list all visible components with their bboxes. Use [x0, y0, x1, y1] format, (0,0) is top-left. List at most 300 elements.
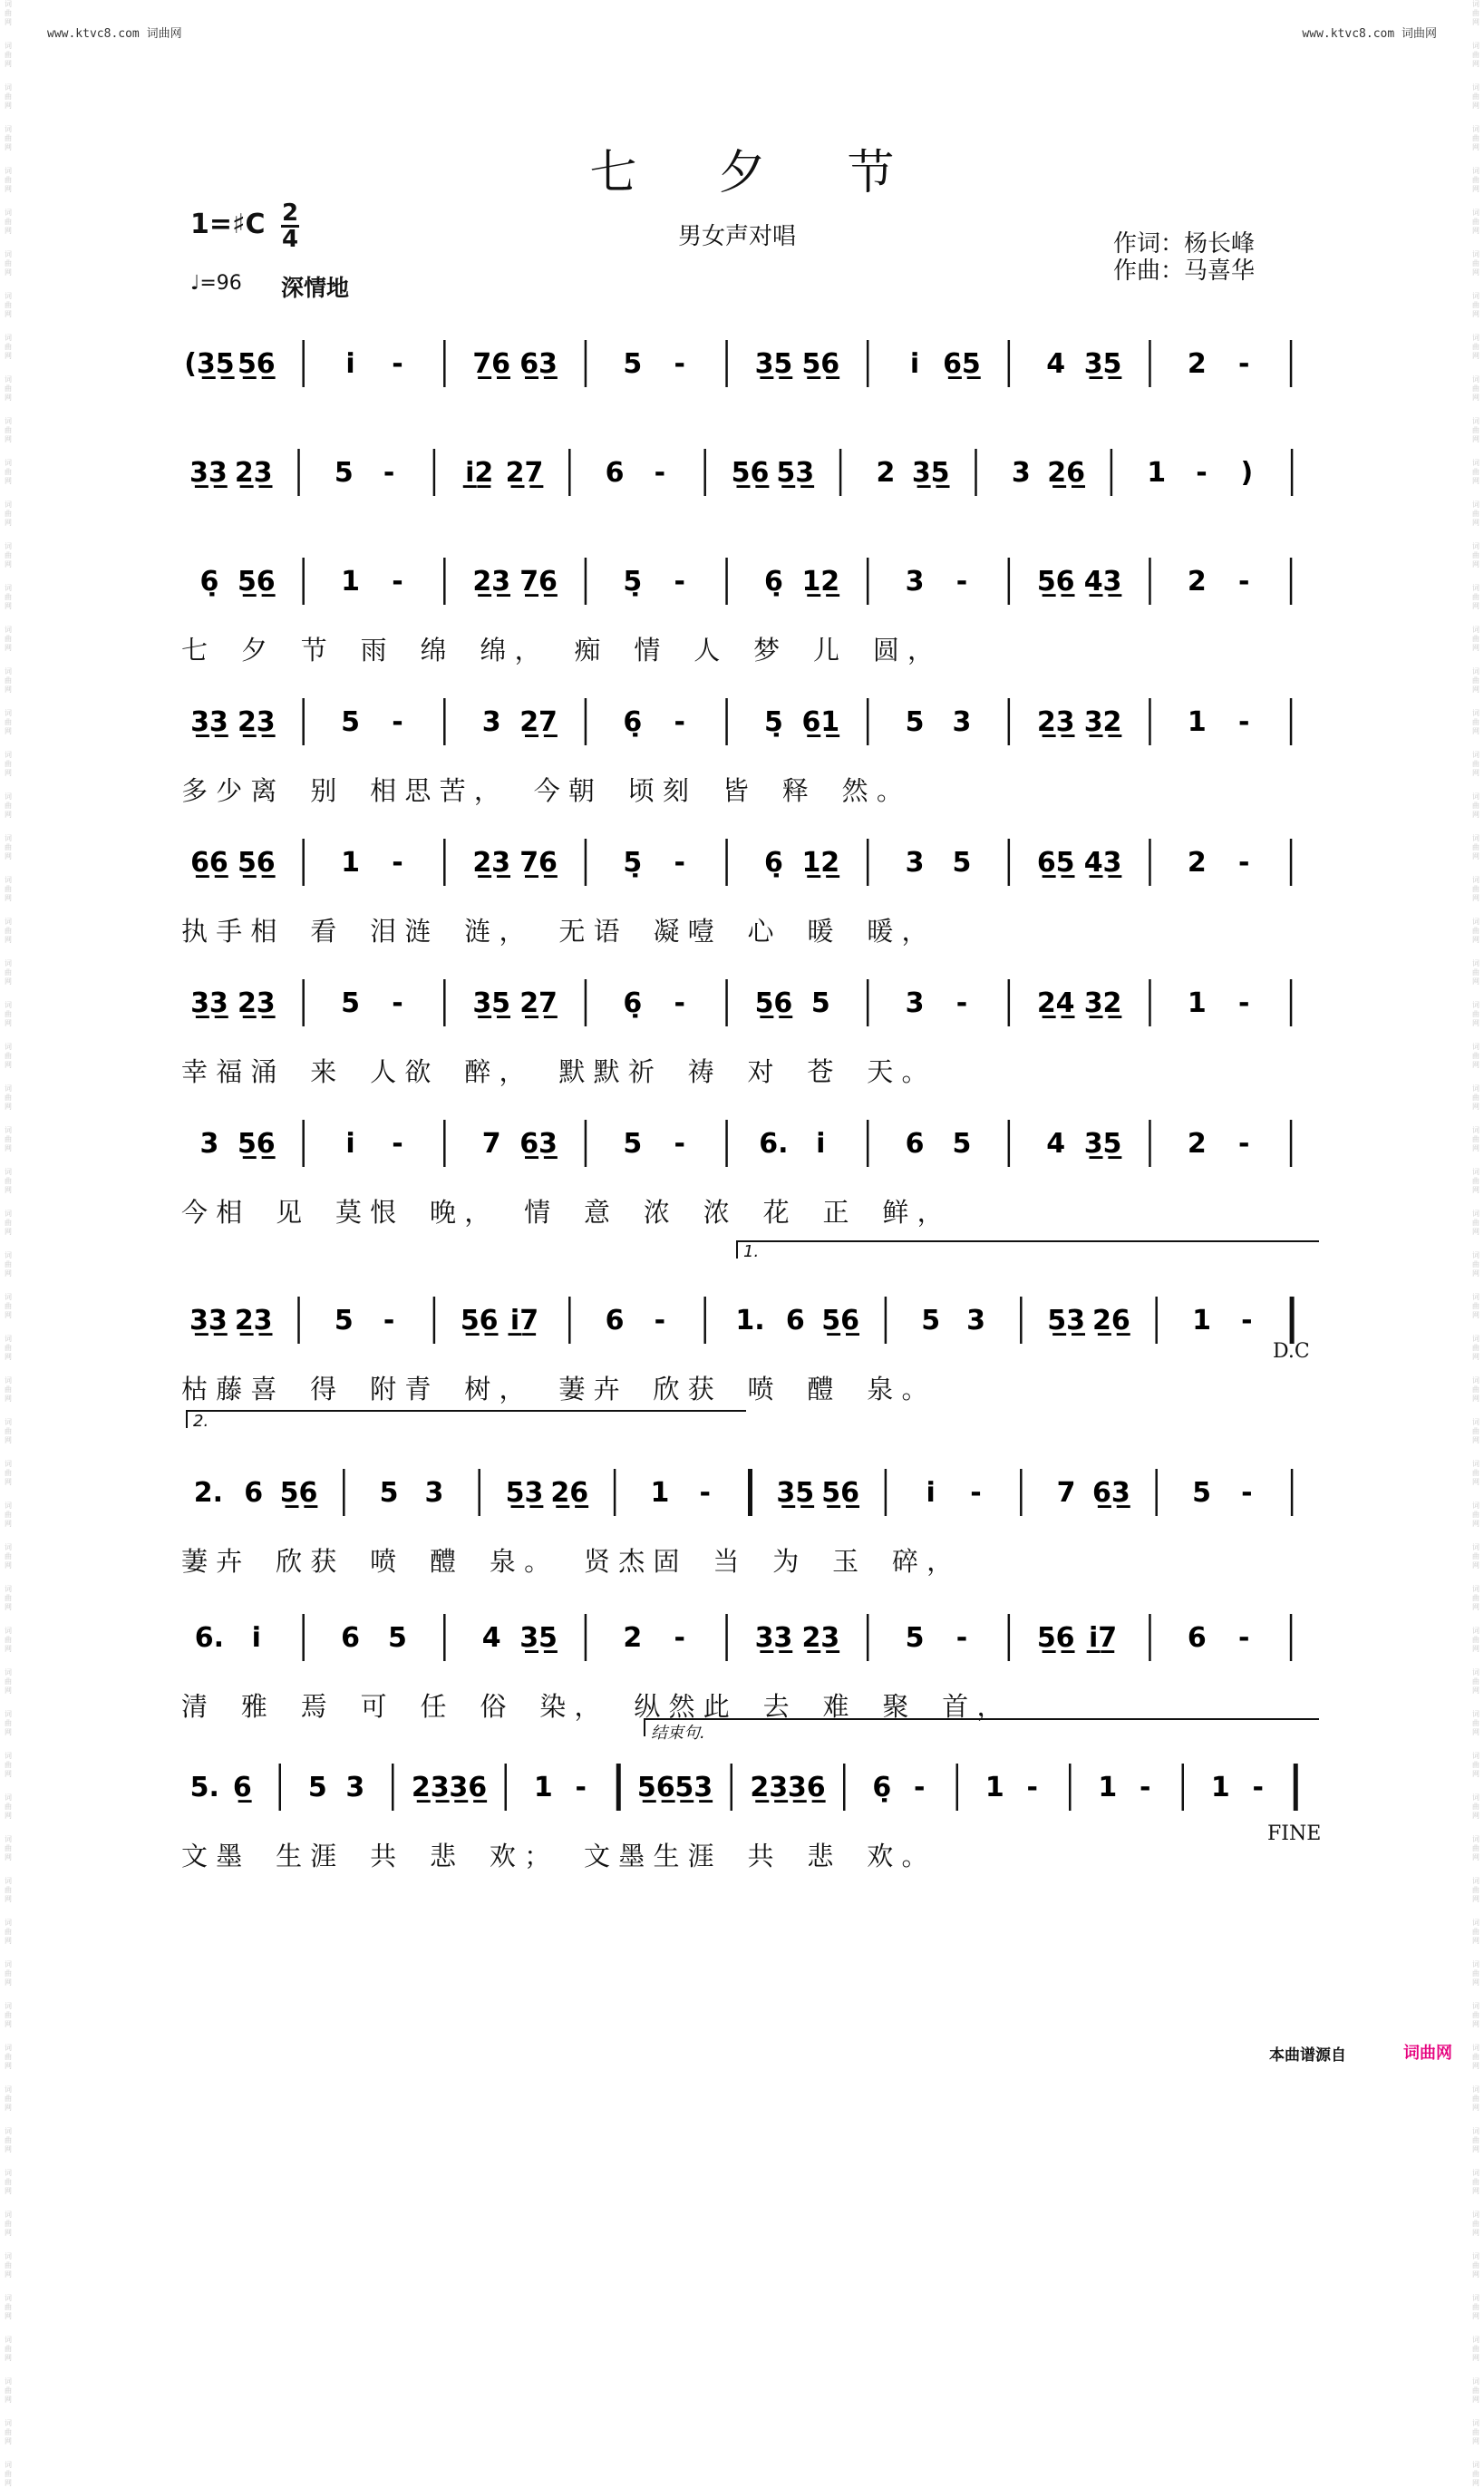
note-token: 5	[341, 987, 360, 1019]
fine-mark: FINE	[1267, 1822, 1322, 1845]
note-token: 3	[424, 1477, 444, 1509]
note-token: 4̲3̲	[1083, 847, 1122, 879]
note-token: -	[383, 1305, 395, 1336]
note-token: 3	[1011, 457, 1031, 489]
note-token: -	[955, 1622, 968, 1654]
note-token: 7̲6̲	[519, 847, 558, 879]
margin-watermark-text: 词曲网	[5, 1335, 12, 1361]
margin-watermark-text: 词曲网	[5, 1210, 12, 1236]
note-token: 2̲6̲	[1092, 1305, 1130, 1336]
note-token: 6̲3̲	[1092, 1477, 1130, 1509]
margin-watermark-text: 词曲网	[1472, 1835, 1479, 1861]
margin-watermark-text: 词曲网	[5, 2169, 12, 2195]
margin-watermark-text: 词曲网	[1472, 709, 1479, 735]
note-token: -	[1237, 847, 1250, 879]
notation-line	[186, 449, 1314, 503]
note-token: 2̲3̲	[801, 1622, 840, 1654]
margin-watermark-text: 词曲网	[5, 125, 12, 151]
volta-bracket-2: 2.	[186, 1410, 746, 1428]
note-token: 3̲3̲	[190, 987, 228, 1019]
margin-watermark-text: 词曲网	[5, 209, 12, 235]
margin-watermark-text: 词曲网	[1472, 792, 1479, 819]
performance-note: 男女声对唱	[678, 223, 797, 250]
note-token: 2̲3̲	[411, 1772, 450, 1803]
note-token: 5̲6̲	[731, 457, 770, 489]
note-token: 1̲2̲	[801, 847, 840, 879]
note-token: -	[1252, 1772, 1264, 1803]
margin-watermark-text: 词曲网	[5, 2252, 12, 2279]
song-title: 七夕节	[589, 146, 976, 200]
note-token: -	[674, 706, 685, 738]
note-token: 5̲3̲	[776, 457, 815, 489]
margin-watermark-text: 词曲网	[1472, 2169, 1479, 2195]
margin-watermark-text: 词曲网	[5, 2336, 12, 2362]
margin-watermark-text: 词曲网	[1472, 1001, 1479, 1027]
margin-watermark-text: 词曲网	[1472, 1877, 1479, 1903]
margin-watermark-text: 词曲网	[1472, 1043, 1479, 1069]
margin-watermark-text: 词曲网	[1472, 334, 1479, 360]
note-token: 2̲3̲	[237, 706, 276, 738]
note-token: 5̲3̲	[1047, 1305, 1085, 1336]
margin-watermark-text: 词曲网	[1472, 542, 1479, 569]
margin-watermark-text: 词曲网	[1472, 1585, 1479, 1611]
note-token: 2̲3̲	[234, 1305, 273, 1336]
note-token: -	[1237, 1622, 1250, 1654]
note-token: 5	[1192, 1477, 1211, 1509]
margin-watermark-text: 词曲网	[1472, 42, 1479, 68]
notation-svg	[186, 1764, 1314, 1827]
note-token: 5̲6̲	[460, 1305, 499, 1336]
note-token: 1	[533, 1772, 553, 1803]
margin-watermark-text: 词曲网	[1472, 1251, 1479, 1278]
note-token: 3̲3̲	[189, 457, 228, 489]
margin-watermark-text: 词曲网	[1472, 1126, 1479, 1152]
note-token: 2̲6̲	[550, 1477, 589, 1509]
note-token: -	[914, 1772, 926, 1803]
note-token: 6̣	[872, 1772, 892, 1803]
note-token: 3	[905, 847, 925, 879]
note-token: 5	[388, 1622, 407, 1654]
note-token: 5̲6̲	[754, 987, 793, 1019]
note-token: -	[1237, 706, 1250, 738]
lyrics-line: 多 少 离 别 相 思 苦 ， 今 朝 顷 刻 皆 释 然 。	[181, 775, 903, 806]
note-token: 6̲	[232, 1772, 252, 1803]
margin-watermark-text: 词曲网	[5, 1168, 12, 1194]
note-token: -	[1026, 1772, 1038, 1803]
note-token: 3	[966, 1305, 985, 1336]
note-token: i̇	[345, 1128, 355, 1160]
note-token: -	[1241, 1477, 1253, 1509]
margin-watermark-text: 词曲网	[5, 1627, 12, 1653]
margin-watermark-text: 词曲网	[5, 542, 12, 569]
note-token: 7̲6̲	[472, 348, 511, 380]
key-signature: 1=♯C	[190, 209, 266, 240]
note-token: 4	[1046, 348, 1066, 380]
notation-svg	[186, 558, 1314, 621]
note-token: 1	[1187, 706, 1207, 738]
note-token: -	[392, 987, 403, 1019]
margin-watermark-text: 词曲网	[1472, 2419, 1479, 2445]
note-token: 3̲2̲	[1083, 706, 1122, 738]
margin-watermark-text: 词曲网	[1472, 2127, 1479, 2153]
margin-watermark-text: 词曲网	[5, 876, 12, 902]
margin-watermark-text: 词曲网	[1472, 584, 1479, 610]
note-token: 3̲5̲	[754, 348, 793, 380]
note-token: -	[392, 706, 403, 738]
note-token: 5̲6̲	[636, 1772, 675, 1803]
note-token: 5	[379, 1477, 399, 1509]
notation-line	[186, 1614, 1314, 1668]
lyrics-line: 今 相 见 莫 恨 晚 ， 情 意 浓 浓 花 正 鲜 ，	[181, 1197, 944, 1228]
note-token: -	[392, 847, 403, 879]
note-token: -	[674, 1622, 685, 1654]
margin-watermark-text: 词曲网	[5, 1668, 12, 1695]
margin-watermark-text: 词曲网	[5, 1752, 12, 1778]
note-token: 6	[244, 1477, 264, 1509]
margin-watermark-text: 词曲网	[1472, 1793, 1479, 1820]
note-token: 2	[623, 1622, 643, 1654]
margin-watermark-text: 词曲网	[5, 2377, 12, 2404]
margin-watermark-text: 词曲网	[1472, 459, 1479, 485]
note-token: )	[1240, 457, 1254, 489]
notation-svg	[186, 340, 1314, 403]
lyricist: 作词：杨长峰	[1113, 230, 1256, 258]
note-token: 1	[341, 847, 360, 879]
margin-watermark-text: 词曲网	[5, 1877, 12, 1903]
note-token: 1	[1187, 987, 1207, 1019]
margin-watermark-text: 词曲网	[5, 167, 12, 193]
note-token: 1	[1192, 1305, 1211, 1336]
margin-watermark-text: 词曲网	[1472, 834, 1479, 860]
margin-watermark-text: 词曲网	[5, 459, 12, 485]
margin-watermark-text: 词曲网	[5, 292, 12, 318]
margin-watermark-text: 词曲网	[1472, 250, 1479, 277]
note-token: 6	[605, 457, 625, 489]
note-token: 3	[905, 987, 925, 1019]
note-token: i̲7̲	[1088, 1622, 1118, 1654]
note-token: 2	[1187, 847, 1207, 879]
note-token: 2̲3̲	[750, 1772, 789, 1803]
margin-watermark-text: 词曲网	[1472, 918, 1479, 944]
note-token: -	[392, 348, 403, 380]
note-token: 3̲6̲	[449, 1772, 488, 1803]
footer-source: 本曲谱源自	[1269, 2046, 1346, 2065]
margin-watermark-text: 词曲网	[5, 751, 12, 777]
note-token: i̇	[816, 1128, 826, 1160]
margin-watermark-text: 词曲网	[5, 375, 12, 402]
margin-watermark-text: 词曲网	[1472, 1376, 1479, 1403]
margin-watermark-text: 词曲网	[1472, 0, 1479, 26]
margin-watermark-text: 词曲网	[1472, 2461, 1479, 2487]
time-sig-top: 2	[281, 199, 299, 227]
margin-watermark-text: 词曲网	[5, 1043, 12, 1069]
margin-watermark-text: 词曲网	[1472, 2252, 1479, 2279]
note-token: 3̲5̲	[519, 1622, 558, 1654]
note-token: 3̲3̲	[754, 1622, 793, 1654]
note-token: 3̲5̲	[1083, 1128, 1122, 1160]
note-token: 5	[905, 706, 925, 738]
margin-watermark-text: 词曲网	[5, 1835, 12, 1861]
note-token: -	[674, 987, 685, 1019]
note-token: i̇	[251, 1622, 261, 1654]
note-token: 5	[341, 706, 360, 738]
ending-bracket: 结束句.	[644, 1718, 1319, 1736]
note-token: 7	[1056, 1477, 1076, 1509]
note-token: 6̣	[764, 566, 783, 598]
note-token: 1̲2̲	[801, 566, 840, 598]
note-token: -	[1241, 1305, 1253, 1336]
note-token: -	[392, 1128, 403, 1160]
notation-svg	[186, 1469, 1314, 1532]
note-token: -	[1237, 987, 1250, 1019]
note-token: 4̲3̲	[1083, 566, 1122, 598]
note-token: 3̲3̲	[190, 706, 228, 738]
note-token: 3̲5̲	[472, 987, 511, 1019]
note-token: 6̲3̲	[519, 348, 558, 380]
margin-watermark-text: 词曲网	[1472, 167, 1479, 193]
margin-watermark-text: 词曲网	[5, 2461, 12, 2487]
note-token: 5	[952, 1128, 972, 1160]
margin-watermark-text: 词曲网	[1472, 2044, 1479, 2070]
note-token: 6̲5̲	[1036, 847, 1075, 879]
note-token: 2̲7̲	[519, 987, 558, 1019]
note-token: 2	[1187, 566, 1207, 598]
note-token: 2̲3̲	[472, 847, 511, 879]
note-token: -	[1237, 1128, 1250, 1160]
note-token: 5̲6̲	[237, 566, 276, 598]
note-token: 4	[1046, 1128, 1066, 1160]
tempo-mark: ♩=96	[190, 272, 242, 295]
lyrics-line: 枯 藤 喜 得 附 青 树 ， 萋 卉 欣 获 喷 醴 泉 。	[181, 1374, 928, 1404]
notation-svg	[186, 1120, 1314, 1183]
margin-watermark-text: 词曲网	[5, 1084, 12, 1111]
note-token: 1	[1147, 457, 1167, 489]
margin-watermark-text: 词曲网	[5, 501, 12, 527]
note-token: 2	[876, 457, 896, 489]
margin-watermark-text: 词曲网	[5, 1460, 12, 1486]
note-token: 5̲6̲	[237, 1128, 276, 1160]
lyrics-line: 七 夕 节 雨 绵 绵 ， 痴 情 人 梦 儿 圆 ，	[181, 635, 935, 666]
margin-watermark-text: 词曲网	[5, 334, 12, 360]
note-token: 3̲2̲	[1083, 987, 1122, 1019]
margin-watermark-text: 词曲网	[5, 2211, 12, 2237]
note-token: 5	[623, 348, 643, 380]
margin-watermark-text: 词曲网	[1472, 1752, 1479, 1778]
footer-site-logo[interactable]: 词曲网	[1403, 2044, 1452, 2063]
note-token: 6	[905, 1128, 925, 1160]
margin-watermark-text: 词曲网	[1472, 83, 1479, 110]
margin-watermark-text: 词曲网	[5, 918, 12, 944]
note-token: 3	[952, 706, 972, 738]
note-token: 5̣	[764, 706, 783, 738]
note-token: 3	[345, 1772, 365, 1803]
note-token: i̇	[926, 1477, 936, 1509]
dc-mark: D.C	[1273, 1340, 1310, 1363]
margin-watermark-text: 词曲网	[5, 792, 12, 819]
margin-watermark-text: 词曲网	[1472, 2002, 1479, 2028]
note-token: 2̲3̲	[472, 566, 511, 598]
lyrics-line: 萋 卉 欣 获 喷 醴 泉 。 贤 杰 固 当 为 玉 碎 ，	[181, 1546, 954, 1577]
note-token: 6̣	[623, 706, 643, 738]
note-token: 6.	[759, 1128, 789, 1160]
note-token: -	[383, 457, 395, 489]
note-token: -	[575, 1772, 587, 1803]
notation-line	[186, 979, 1314, 1034]
note-token: 2̲6̲	[1047, 457, 1085, 489]
note-token: 5̲6̲	[237, 847, 276, 879]
margin-watermark-text: 词曲网	[1472, 2377, 1479, 2404]
header-left-url: www.ktvc8.com 词曲网	[47, 27, 182, 41]
note-token: 1	[1098, 1772, 1118, 1803]
note-token: 5̲6̲	[279, 1477, 318, 1509]
margin-watermark-text: 词曲网	[1472, 1084, 1479, 1111]
note-token: i̲7̲	[509, 1305, 539, 1336]
note-token: 6	[341, 1622, 360, 1654]
margin-watermark-text: 词曲网	[1472, 626, 1479, 652]
note-token: 5	[952, 847, 972, 879]
notation-svg	[186, 1614, 1314, 1677]
notation-line	[186, 839, 1314, 893]
lyrics-line: 文 墨 生 涯 共 悲 欢 ； 文 墨 生 涯 共 悲 欢 。	[181, 1841, 928, 1871]
notation-line	[186, 1469, 1314, 1523]
margin-watermark-text: 词曲网	[1472, 292, 1479, 318]
note-token: 1	[650, 1477, 670, 1509]
note-token: 3	[905, 566, 925, 598]
note-token: 5̣	[623, 847, 643, 879]
note-token: 3̲6̲	[787, 1772, 826, 1803]
margin-watermark-text: 词曲网	[5, 1585, 12, 1611]
margin-watermark-text: 词曲网	[1472, 1919, 1479, 1945]
note-token: 3	[481, 706, 501, 738]
margin-watermark-text: 词曲网	[1472, 1210, 1479, 1236]
margin-watermark-text: 词曲网	[5, 626, 12, 652]
margin-watermark-text: 词曲网	[5, 584, 12, 610]
margin-watermark-text: 词曲网	[5, 1376, 12, 1403]
note-token: 5	[334, 457, 354, 489]
margin-watermark-text: 词曲网	[5, 1001, 12, 1027]
margin-watermark-text: 词曲网	[5, 1919, 12, 1945]
note-token: i̇	[909, 348, 920, 380]
note-token: 5̲6̲	[821, 1305, 859, 1336]
note-token: 6.	[194, 1622, 225, 1654]
expression-mark: 深情地	[281, 275, 350, 301]
note-token: 2̲3̲	[1036, 706, 1075, 738]
left-margin-watermark	[2, 0, 15, 2487]
note-token: 5	[905, 1622, 925, 1654]
note-token: -	[955, 566, 968, 598]
margin-watermark-text: 词曲网	[1472, 751, 1479, 777]
note-token: 4	[481, 1622, 501, 1654]
margin-watermark-text: 词曲网	[5, 1251, 12, 1278]
margin-watermark-text: 词曲网	[1472, 1418, 1479, 1444]
note-token: -	[674, 348, 685, 380]
note-token: -	[955, 987, 968, 1019]
note-token: 5	[623, 1128, 643, 1160]
note-token: 2̲3̲	[234, 457, 273, 489]
margin-watermark-text: 词曲网	[1472, 2211, 1479, 2237]
margin-watermark-text: 词曲网	[1472, 1293, 1479, 1319]
notation-line	[186, 1120, 1314, 1174]
margin-watermark-text: 词曲网	[1472, 125, 1479, 151]
margin-watermark-text: 词曲网	[5, 2002, 12, 2028]
margin-watermark-text: 词曲网	[1472, 667, 1479, 694]
note-token: -	[654, 457, 666, 489]
margin-watermark-text: 词曲网	[1472, 1460, 1479, 1486]
margin-watermark-text: 词曲网	[1472, 1668, 1479, 1695]
margin-watermark-text: 词曲网	[5, 2044, 12, 2070]
margin-watermark-text: 词曲网	[5, 1418, 12, 1444]
note-token: 5̲3̲	[674, 1772, 713, 1803]
note-token: 2̲3̲	[237, 987, 276, 1019]
notation-line	[186, 558, 1314, 612]
note-token: -	[674, 566, 685, 598]
margin-watermark-text: 词曲网	[1472, 959, 1479, 986]
margin-watermark-text: 词曲网	[5, 1710, 12, 1736]
time-signature	[281, 201, 299, 251]
margin-watermark-text: 词曲网	[5, 709, 12, 735]
lyrics-line: 清 雅 焉 可 任 俗 染 ， 纵 然 此 去 难 聚 首 ，	[181, 1691, 1004, 1722]
note-token: i̲̇2̲	[465, 457, 494, 489]
note-token: 6̣	[764, 847, 783, 879]
margin-watermark-text: 词曲网	[1472, 1710, 1479, 1736]
margin-watermark-text: 词曲网	[5, 2085, 12, 2112]
note-token: -	[392, 566, 403, 598]
margin-watermark-text: 词曲网	[1472, 1168, 1479, 1194]
lyrics-line: 幸 福 涌 来 人 欲 醉 ， 默 默 祈 祷 对 苍 天 。	[181, 1056, 928, 1087]
margin-watermark-text: 词曲网	[5, 83, 12, 110]
margin-watermark-text: 词曲网	[5, 0, 12, 26]
note-token: 6̲3̲	[519, 1128, 558, 1160]
note-token: 7̲6̲	[519, 566, 558, 598]
margin-watermark-text: 词曲网	[1472, 1627, 1479, 1653]
note-token: 5̲6̲	[1036, 566, 1075, 598]
note-token: 6	[785, 1305, 805, 1336]
time-sig-bottom: 4	[281, 226, 299, 253]
note-token: 5.	[189, 1772, 219, 1803]
margin-watermark-text: 词曲网	[1472, 417, 1479, 443]
note-token: 5	[334, 1305, 354, 1336]
note-token: 5	[810, 987, 830, 1019]
margin-watermark-text: 词曲网	[5, 1960, 12, 1987]
note-token: 6	[1187, 1622, 1207, 1654]
margin-watermark-text: 词曲网	[1472, 876, 1479, 902]
margin-watermark-text: 词曲网	[5, 1502, 12, 1528]
margin-watermark-text: 词曲网	[5, 959, 12, 986]
note-token: 6̲6̲	[190, 847, 228, 879]
note-token: (3̲5̲	[184, 348, 235, 380]
note-token: 2.	[193, 1477, 224, 1509]
margin-watermark-text: 词曲网	[5, 250, 12, 277]
margin-watermark-text: 词曲网	[1472, 2336, 1479, 2362]
note-token: -	[1196, 457, 1208, 489]
lyrics-line: 执 手 相 看 泪 涟 涟 ， 无 语 凝 噎 心 暖 暖 ，	[181, 916, 928, 947]
notation-line	[186, 1764, 1314, 1818]
note-token: -	[970, 1477, 982, 1509]
notation-line	[186, 340, 1314, 394]
note-token: 5̲6̲	[801, 348, 840, 380]
composer: 作曲：马喜华	[1113, 258, 1256, 285]
notation-svg	[186, 839, 1314, 902]
note-token: 2̲4̲	[1036, 987, 1075, 1019]
margin-watermark-text: 词曲网	[1472, 1502, 1479, 1528]
note-token: 3̲5̲	[1083, 348, 1122, 380]
note-token: 7	[481, 1128, 501, 1160]
note-token: 6	[605, 1305, 625, 1336]
margin-watermark-text: 词曲网	[5, 2419, 12, 2445]
header-right-url: www.ktvc8.com 词曲网	[1302, 27, 1437, 41]
margin-watermark-text: 词曲网	[5, 1793, 12, 1820]
note-token: -	[1237, 566, 1250, 598]
